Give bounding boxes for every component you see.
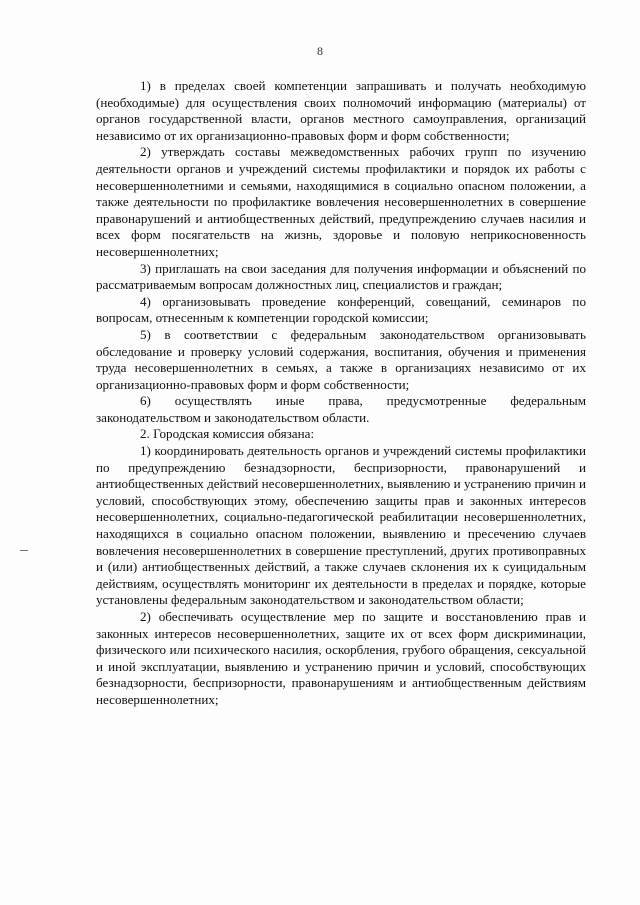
section-heading-duties: 2. Городская комиссия обязана: [140,426,315,442]
paragraph-right-6: 6) осуществлять иные права, предусмотренные федеральным законодательством и законодательством области. [96,393,586,425]
paragraph-duty-1: 1) координировать деятельность органов и учреждений системы профилактики по предупреждению безнадзорности, беспризорности, правонарушений и антиобщественных действий несовершеннолетних, выявлению и устранению причин и условий, способствующих этому, обеспечению защиты прав и законных интересов несовершеннолетних, социально-педагогической реабилитации несовершеннолетних, находящихся в социально опасном положении, выявлению и пресечению случаев вовлечения несовершеннолетних в совершение преступлений, других противоправных и (или) антиобщественных действий, а также случаев склонения их к суицидальным действиям, осуществлять мониторинг их деятельности в пределах и порядке, которые установлены федеральным законодательством и законодательством области; [96,443,586,608]
margin-mark [20,550,28,551]
paragraph-right-2: 2) утверждать составы межведомственных рабочих групп по изучению деятельности органов и учреждений системы профилактики и порядок их работы с несовершеннолетними и семьями, находящимися в социально опасном положении, а также деятельности по профилактике вовлечения несовершеннолетних в совершение правонарушений и антиобщественных действий, предупреждению случаев насилия и всех форм посягательств на жизнь, здоровье и половую неприкосновенность несовершеннолетних; [96,144,586,259]
document-body [96,78,586,709]
paragraph-right-5: 5) в соответствии с федеральным законодательством организовывать обследование и проверку условий содержания, воспитания, обучения и применения труда несовершеннолетних в семьях, а также в организациях независимо от их организационно-правовых форм и форм собственности; [96,326,586,392]
page-number: 8 [317,44,323,58]
paragraph-duty-2: 2) обеспечивать осуществление мер по защите и восстановлению прав и законных интересов несовершеннолетних, защите их от всех форм дискриминации, физического или психического насилия, оскорбления, грубого обращения, сексуальной и иной эксплуатации, выявлению и устранению причин и условий, способствующих безнадзорности, беспризорности, правонарушениям и антиобщественным действиям несовершеннолетних; [96,609,586,707]
paragraph-right-1: 1) в пределах своей компетенции запрашивать и получать необходимую (необходимые) для осуществления своих полномочий информацию (материалы) от органов государственной власти, органов местного самоуправления, организаций независимо от их организационно-правовых форм и форм собственности; [96,78,586,143]
paragraph-right-4: 4) организовывать проведение конференций, совещаний, семинаров по вопросам, отнесенным к компетенции городской комиссии; [96,293,586,326]
paragraph-right-3: 3) приглашать на свои заседания для получения информации и объяснений по рассматриваемым вопросам должностных лиц, специалистов и граждан; [96,260,586,293]
